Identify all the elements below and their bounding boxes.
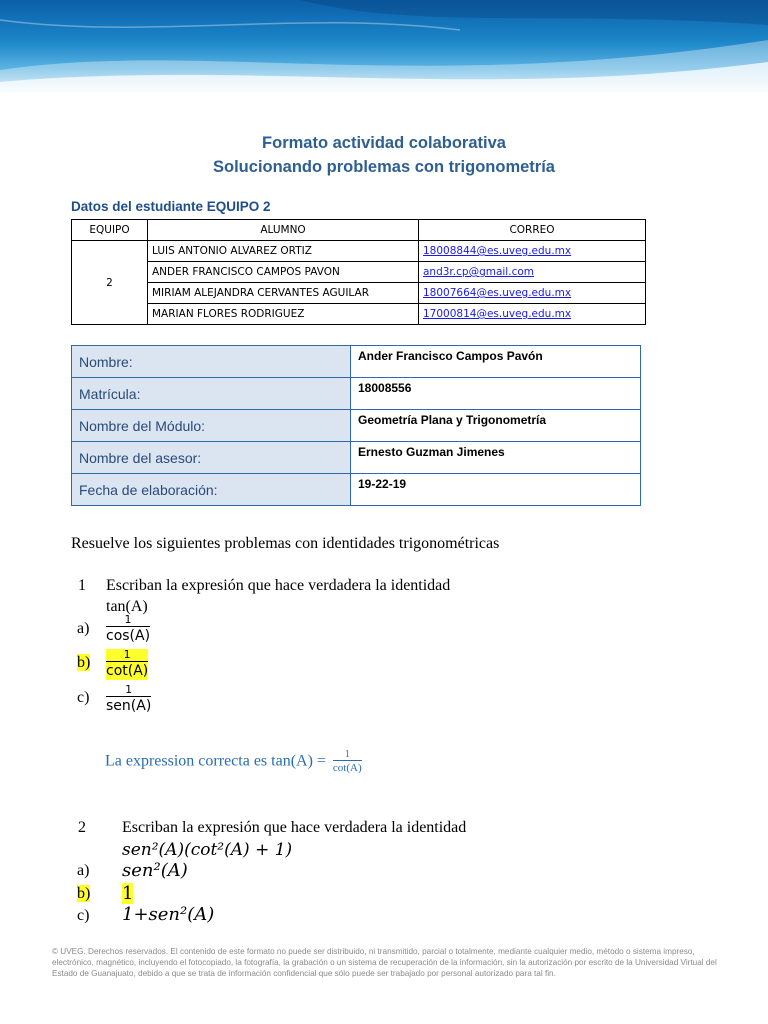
- problem-1-number: 1: [78, 577, 86, 594]
- problem-1-expression: tan(A): [106, 598, 148, 615]
- student-name: MIRIAM ALEJANDRA CERVANTES AGUILAR: [148, 283, 419, 304]
- info-label: Matrícula:: [72, 378, 351, 410]
- info-label: Nombre:: [72, 346, 351, 378]
- column-header-correo: CORREO: [419, 220, 646, 241]
- info-label: Nombre del asesor:: [72, 442, 351, 474]
- option-1a-fraction: [106, 614, 150, 645]
- info-value: 19-22-19: [351, 474, 641, 506]
- instructions-text: Resuelve los siguientes problemas con identidades trigonométricas: [71, 535, 500, 552]
- team-table: [71, 219, 646, 325]
- copyright-footer: © UVEG. Derechos reservados. El contenido de este formato no puede ser distribuido, ni transmitido, parcial o totalmente, mediante cualquier medio, método o sistema impreso, electrónico, magnético, incluyendo el fotocopiado, la fotografía, la grabación o un sistema de recuperación de la información, sin la autorización por escrito de la Universidad Virtual del Estado de Guanajuato, debido a que se trata de información confidencial que sólo puede ser trabajado por personal autorizado para tal fin.: [52, 947, 717, 978]
- table-row: [72, 283, 646, 304]
- info-row-nombre: [72, 346, 641, 378]
- column-header-alumno: ALUMNO: [148, 220, 419, 241]
- answer-denominator: cot(A): [332, 762, 362, 774]
- student-name: ANDER FRANCISCO CAMPOS PAVON: [148, 262, 419, 283]
- problem-2-number: 2: [78, 819, 86, 836]
- document-title: Formato actividad colaborativa: [262, 134, 506, 152]
- student-name: MARIAN FLORES RODRIGUEZ: [148, 304, 419, 325]
- info-value: Ander Francisco Campos Pavón: [351, 346, 641, 378]
- banner-wave-graphic: [0, 0, 768, 92]
- document-subtitle: Solucionando problemas con trigonometría: [213, 158, 555, 176]
- option-2a-text: sen²(A): [122, 860, 188, 881]
- table-row: [72, 241, 646, 262]
- team-section-label: Datos del estudiante EQUIPO 2: [71, 199, 271, 214]
- option-1b-letter: [77, 654, 90, 672]
- team-table-header: [72, 220, 646, 241]
- table-row: [72, 304, 646, 325]
- answer-lhs: tan(A) =: [271, 752, 326, 770]
- student-info-table: [71, 345, 641, 506]
- table-row: [72, 262, 646, 283]
- info-row-asesor: [72, 442, 641, 474]
- column-header-equipo: EQUIPO: [72, 220, 148, 241]
- option-2b-letter-highlight: b): [77, 885, 91, 902]
- option-2b-letter: [77, 885, 90, 903]
- option-1b-letter-highlight: b): [77, 654, 91, 671]
- option-2c-text: 1+sen²(A): [122, 904, 215, 925]
- info-value: Geometría Plana y Trigonometría: [351, 410, 641, 442]
- option-2b-text: [122, 883, 133, 904]
- option-1c-letter: c): [77, 689, 90, 706]
- info-label: Nombre del Módulo:: [72, 410, 351, 442]
- student-email-link[interactable]: 17000814@es.uveg.edu.mx: [423, 308, 572, 320]
- option-1b-fraction: [106, 649, 148, 680]
- info-row-matricula: [72, 378, 641, 410]
- fraction-numerator: 1: [123, 648, 131, 661]
- team-number-cell: 2: [72, 241, 148, 325]
- option-2c-letter: c): [77, 907, 90, 924]
- problem-2-expression: sen²(A)(cot²(A) + 1): [122, 840, 293, 860]
- answer-text: La expression correcta es: [105, 752, 268, 770]
- student-email-link[interactable]: 18008844@es.uveg.edu.mx: [423, 245, 572, 257]
- student-name: LUIS ANTONIO ALVAREZ ORTIZ: [148, 241, 419, 262]
- option-2a-letter: a): [77, 862, 90, 879]
- answer-numerator: 1: [344, 749, 350, 760]
- student-email-link[interactable]: and3r.cp@gmail.com: [423, 266, 534, 278]
- fraction-denominator: cos(A): [106, 628, 151, 644]
- fraction-denominator: cot(A): [106, 663, 149, 679]
- info-row-fecha: [72, 474, 641, 506]
- fraction-numerator: 1: [125, 683, 133, 696]
- option-1c-fraction: [106, 684, 151, 715]
- problem-1-answer: [105, 749, 362, 775]
- info-label: Fecha de elaboración:: [72, 474, 351, 506]
- fraction-denominator: sen(A): [106, 698, 152, 714]
- problem-2-prompt: Escriban la expresión que hace verdadera la identidad: [122, 819, 467, 836]
- student-email-link[interactable]: 18007664@es.uveg.edu.mx: [423, 287, 572, 299]
- info-row-modulo: [72, 410, 641, 442]
- fraction-numerator: 1: [124, 613, 132, 626]
- problem-1-prompt: Escriban la expresión que hace verdadera la identidad: [106, 577, 451, 594]
- option-2b-text-highlight: 1: [122, 883, 134, 904]
- info-value: 18008556: [351, 378, 641, 410]
- header-banner: [0, 0, 768, 92]
- info-value: Ernesto Guzman Jimenes: [351, 442, 641, 474]
- answer-fraction: [333, 749, 362, 775]
- option-1a-letter: a): [77, 620, 90, 637]
